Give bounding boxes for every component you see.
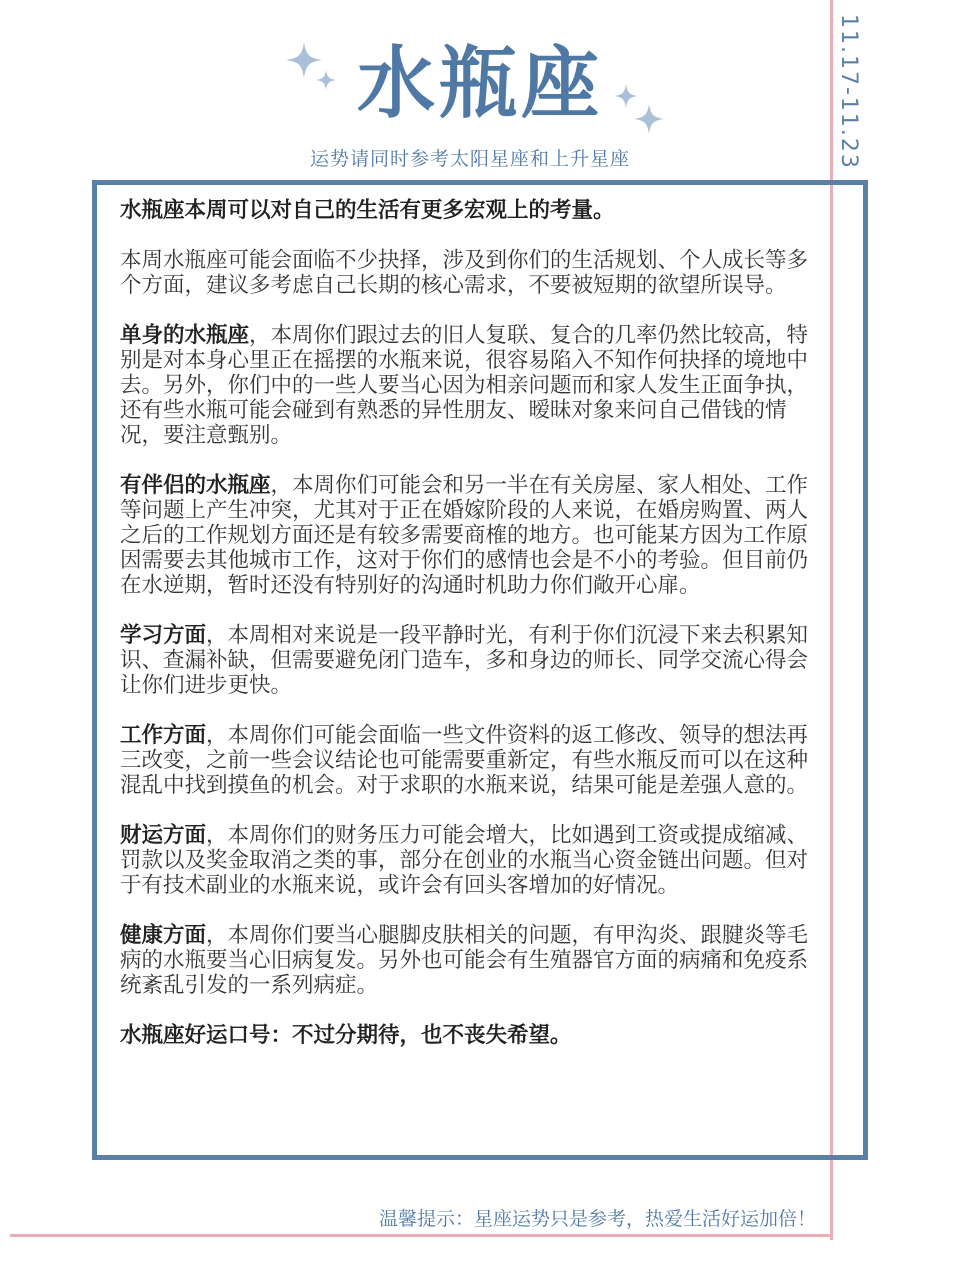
section-text: ，本周你们的财务压力可能会增大，比如遇到工资或提成缩减、罚款以及奖金取消之类的事，部分在创业的水瓶当心资金链出问题。但对于有技术副业的水瓶来说，或许会有回头客增加的好情况。 (120, 823, 809, 898)
footer-tip: 温馨提示：星座运势只是参考，热爱生活好运加倍！ (378, 1208, 816, 1230)
section-text: ，本周你们要当心腿脚皮肤相关的问题，有甲沟炎、跟腱炎等毛病的水瓶要当心旧病复发。另外也可能会有生殖器官方面的病痛和免疫系统紊乱引发的一系列病症。 (120, 923, 809, 998)
subtitle: 运势请同时参考太阳星座和上升星座 (309, 148, 630, 170)
decorative-horizontal-line (10, 1234, 833, 1237)
section-study (120, 623, 820, 698)
overview-text: 本周水瓶座可能会面临不少抉择，涉及到你们的生活规划、个人成长等多个方面，建议多考虑自己长期的核心需求，不要被短期的欲望所误导。 (120, 248, 809, 298)
section-heading: 健康方面 (120, 923, 207, 948)
section-single (120, 323, 820, 448)
section-partnered (120, 473, 820, 598)
section-heading: 财运方面 (120, 823, 207, 848)
section-heading: 学习方面 (120, 623, 207, 648)
section-finance (120, 823, 820, 898)
page-title: 水瓶座 (356, 39, 603, 129)
date-range: 11.17-11.23 (836, 14, 861, 170)
section-heading: 工作方面 (120, 723, 207, 748)
section-heading: 有伴侣的水瓶座 (120, 473, 271, 498)
section-text: ，本周你们跟过去的旧人复联、复合的几率仍然比较高，特别是对本身心里正在摇摆的水瓶来说，很容易陷入不知作何抉择的境地中去。另外，你们中的一些人要当心因为相亲问题而和家人发生正面争执，还有些水瓶可能会碰到有熟悉的异性朋友、暧昧对象来问自己借钱的情况，要注意甄别。 (120, 323, 809, 448)
section-text: ，本周你们可能会和另一半在有关房屋、家人相处、工作等问题上产生冲突，尤其对于正在婚嫁阶段的人来说，在婚房购置、两人之后的工作规划方面还是有较多需要商榷的地方。也可能某方因为工作原因需要去其他城市工作，这对于你们的感情也会是不小的考验。但目前仍在水逆期，暂时还没有特别好的沟通时机助力你们敞开心扉。 (120, 473, 809, 598)
section-work (120, 723, 820, 798)
section-health (120, 923, 820, 998)
intro-text: 水瓶座本周可以对自己的生活有更多宏观上的考量。 (120, 198, 615, 223)
section-text: ，本周你们可能会面临一些文件资料的返工修改、领导的想法再三改变，之前一些会议结论也可能需要重新定，有些水瓶反而可以在这种混乱中找到摸鱼的机会。对于求职的水瓶来说，结果可能是差强人意的。 (120, 723, 809, 798)
sparkle-icon (634, 104, 664, 134)
section-heading: 单身的水瓶座 (120, 323, 250, 348)
section-text: ，本周相对来说是一段平静时光，有利于你们沉浸下来去积累知识、查漏补缺，但需要避免闭门造车，多和身边的师长、同学交流心得会让你们进步更快。 (120, 623, 809, 698)
horoscope-content (120, 198, 820, 1073)
sparkle-icon (316, 70, 336, 90)
slogan-text: 水瓶座好运口号：不过分期待，也不丧失希望。 (120, 1023, 572, 1048)
